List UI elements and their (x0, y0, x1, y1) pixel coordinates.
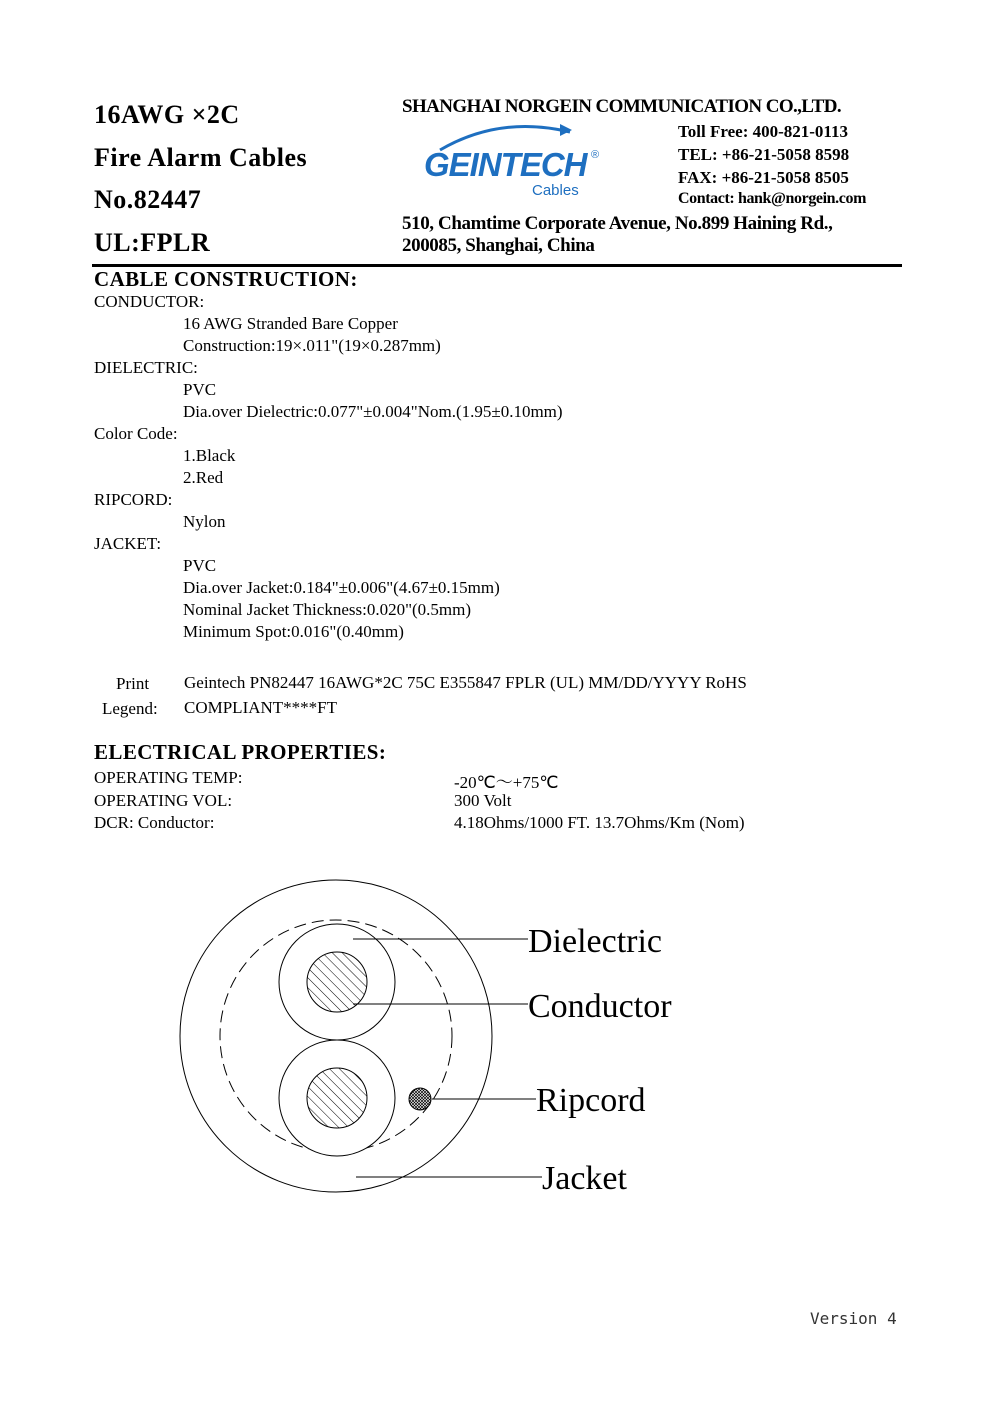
logo-brand-text: GEINTECH (424, 146, 587, 183)
color-code-red: 2.Red (183, 468, 224, 487)
conductor-lower-circle (307, 1068, 367, 1128)
logo-sub-text: Cables (532, 182, 579, 199)
ripcord-circle (409, 1088, 431, 1110)
tel-line: TEL: +86-21-5058 8598 (678, 145, 850, 164)
address-line-1: 510, Chamtime Corporate Avenue, No.899 Haining Rd., (402, 213, 833, 234)
dielectric-diameter: Dia.over Dielectric:0.077"±0.004"Nom.(1.95±0.10mm) (183, 402, 563, 421)
jacket-diameter: Dia.over Jacket:0.184"±0.006"(4.67±0.15mm) (183, 578, 500, 597)
electrical-heading: ELECTRICAL PROPERTIES: (94, 740, 387, 764)
dielectric-label-text: Dielectric (528, 923, 663, 960)
operating-temp-value: -20℃～+75℃ (454, 773, 559, 792)
dcr-label: DCR: Conductor: (94, 813, 215, 832)
geintech-logo (420, 120, 610, 200)
operating-vol-value: 300 Volt (454, 791, 512, 810)
version-label: Version 4 (810, 1309, 897, 1328)
conductor-label-text: Conductor (528, 988, 672, 1025)
toll-free-line: Toll Free: 400-821-0113 (678, 122, 848, 141)
cable-cross-section-diagram (170, 870, 730, 1240)
color-code-black: 1.Black (183, 446, 236, 465)
ul-rating-title: UL:FPLR (94, 228, 211, 257)
operating-temp-label: OPERATING TEMP: (94, 768, 243, 787)
construction-heading: CABLE CONSTRUCTION: (94, 267, 358, 291)
print-legend-line-2: COMPLIANT****FT (184, 698, 338, 717)
print-legend-line-1: Geintech PN82447 16AWG*2C 75C E355847 FPLR (UL) MM/DD/YYYY RoHS (184, 673, 747, 692)
jacket-label-text: Jacket (542, 1160, 627, 1197)
jacket-label: JACKET: (94, 534, 162, 553)
fax-line: FAX: +86-21-5058 8505 (678, 168, 849, 187)
conductor-upper-circle (307, 952, 367, 1012)
ripcord-material: Nylon (183, 512, 226, 531)
contact-email-line: Contact: hank@norgein.com (678, 190, 866, 207)
dielectric-material: PVC (183, 380, 217, 399)
print-label: Print (116, 674, 150, 693)
ripcord-label-text: Ripcord (536, 1082, 646, 1119)
cable-type-title: Fire Alarm Cables (94, 143, 308, 172)
geintech-logo-swoosh (420, 120, 610, 200)
part-number-title: No.82447 (94, 185, 202, 214)
conductor-material: 16 AWG Stranded Bare Copper (183, 314, 398, 333)
conductor-construction: Construction:19×.011"(19×0.287mm) (183, 336, 441, 355)
company-name: SHANGHAI NORGEIN COMMUNICATION CO.,LTD. (402, 96, 841, 117)
dcr-value: 4.18Ohms/1000 FT. 13.7Ohms/Km (Nom) (454, 813, 745, 832)
legend-label: Legend: (102, 699, 158, 718)
ripcord-label: RIPCORD: (94, 490, 173, 509)
conductor-label: CONDUCTOR: (94, 292, 205, 311)
jacket-min-spot: Minimum Spot:0.016"(0.40mm) (183, 622, 404, 641)
jacket-thickness: Nominal Jacket Thickness:0.020"(0.5mm) (183, 600, 472, 619)
operating-vol-label: OPERATING VOL: (94, 791, 233, 810)
color-code-label: Color Code: (94, 424, 178, 443)
logo-registered-mark: ® (591, 149, 600, 161)
cable-size-title: 16AWG ×2C (94, 100, 240, 129)
address-line-2: 200085, Shanghai, China (402, 235, 595, 256)
dielectric-label: DIELECTRIC: (94, 358, 198, 377)
jacket-material: PVC (183, 556, 217, 575)
